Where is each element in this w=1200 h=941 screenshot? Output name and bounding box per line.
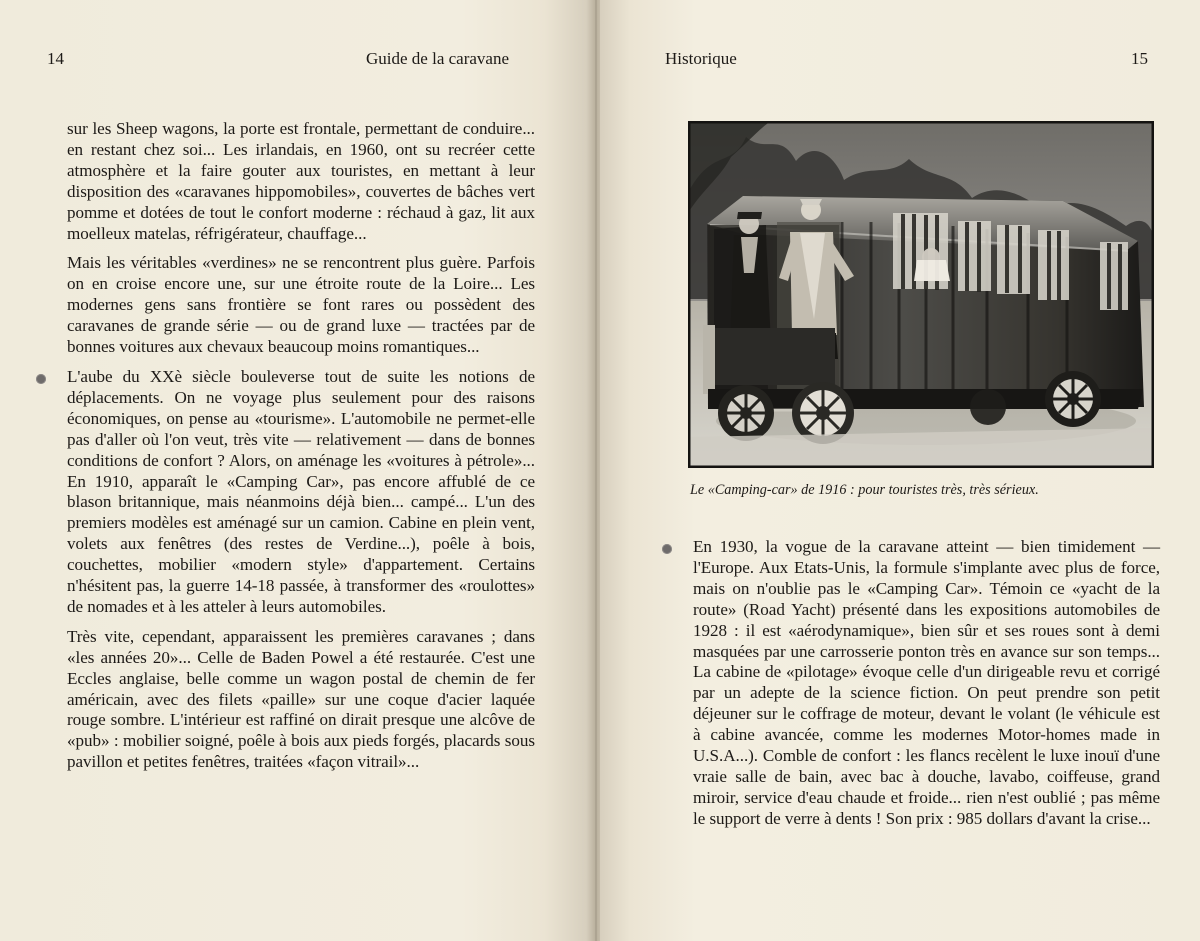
right-page-text bbox=[693, 537, 1160, 839]
right-bulleted-paragraph bbox=[693, 537, 1160, 830]
left-paragraph-2: Mais les véritables «verdines» ne se rencontrent plus guère. Parfois on en croise encore une, sur une étroite route de la Loire... Les modernes gens sans frontière se font rares ou possèdent des caravanes de grande série — ou de grand luxe — tractées par de bonnes voitures aux chevaux beaucoup moins romantiques... bbox=[67, 253, 535, 357]
left-page bbox=[0, 0, 592, 941]
left-paragraph-4: Très vite, cependant, apparaissent les premières caravanes ; dans «les années 20»... Celle de Baden Powel a été restaurée. C'est une Eccles anglaise, belle comme un wagon postal de chemin de fer américain, avec des filets «paille» sur une coque d'acier laquée rouge sombre. L'intérieur est raffiné on dirait presque une alcôve de «pub» : mobilier soigné, poêle à bois aux pieds forgés, placards sous pavillon et petites fenêtres, traitées «façon vitrail»... bbox=[67, 626, 535, 772]
left-page-number: 14 bbox=[47, 49, 64, 68]
left-paragraph-3: L'aube du XXè siècle bouleverse tout de suite les notions de déplacements. On ne voyage plus seulement pour des raisons économiques, on pense au «tourisme». L'automobile ne permet-elle pas d'aller où l'on veut, très vite — relativement — dans de bonnes conditions de confort ? Alors, on aménage les «voitures à pétrole»... En 1910, apparaît le «Camping Car», pas encore affublé de ce blason britannique, mais néanmoins déjà bien... campé... L'un des premiers modèles est aménagé sur un camion. Cabine en plein vent, volets aux fenêtres (des restes de Verdine...), poêle à bois, couchettes, mobilier «modern style» d'appartement. Certains n'hésitent pas, la guerre 14-18 passée, à transformer des «roulottes» de nomades et à les atteler à leurs automobiles. bbox=[67, 366, 535, 616]
left-paragraph-1: sur les Sheep wagons, la porte est frontale, permettant de conduire... en restant chez soi... Les irlandais, en 1960, ont su recréer cette atmosphère et la faire gouter aux touristes, en mettant à leur disposition des «caravanes hippomobiles», couvertes de bâches vert pomme et dotées de tout le confort moderne : réchaud à gaz, lit aux moelleux matelas, réfrigérateur, chauffage... bbox=[67, 119, 535, 243]
historic-camping-car-photo bbox=[688, 121, 1154, 468]
right-page bbox=[600, 0, 1200, 941]
right-running-head: Historique bbox=[665, 49, 737, 68]
right-paragraph-1: En 1930, la vogue de la caravane atteint — bien timidement — l'Europe. Aux Etats-Unis, la formule s'implante avec plus de force, mais on n'oublie pas le «Camping Car». Témoin ce «yacht de la route» (Road Yacht) présenté dans les expositions automobiles de 1928 : il est «aérodynamique», bien sûr et ses roues sont à demi masquées par une carrosserie ponton très en avance sur son temps... La cabine de «pilotage» évoque celle d'un dirigeable revu et corrigé par un adepte de la science fiction. On peut prendre son petit déjeuner sur le coffrage de moteur, devant le volant (le véhicule est à cabine avancée, comme les modernes Motor-homes made in U.S.A...). Comble de confort : les flancs recèlent le luxe inouï d'une vraie salle de bain, avec bac à douche, lavabo, coiffeuse, grand miroir, service d'eau chaude et froide... rien n'est oublié ; pas même le support de verre à dents ! Son prix : 985 dollars d'avant la crise... bbox=[693, 537, 1160, 828]
right-page-number: 15 bbox=[1131, 49, 1148, 68]
bullet-icon bbox=[662, 544, 672, 554]
photo-caption: Le «Camping-car» de 1916 : pour touristes très, très sérieux. bbox=[690, 482, 1039, 498]
left-page-text bbox=[67, 119, 535, 782]
left-bulleted-paragraph bbox=[67, 367, 535, 618]
bullet-icon bbox=[36, 374, 46, 384]
left-running-head: Guide de la caravane bbox=[366, 49, 509, 68]
